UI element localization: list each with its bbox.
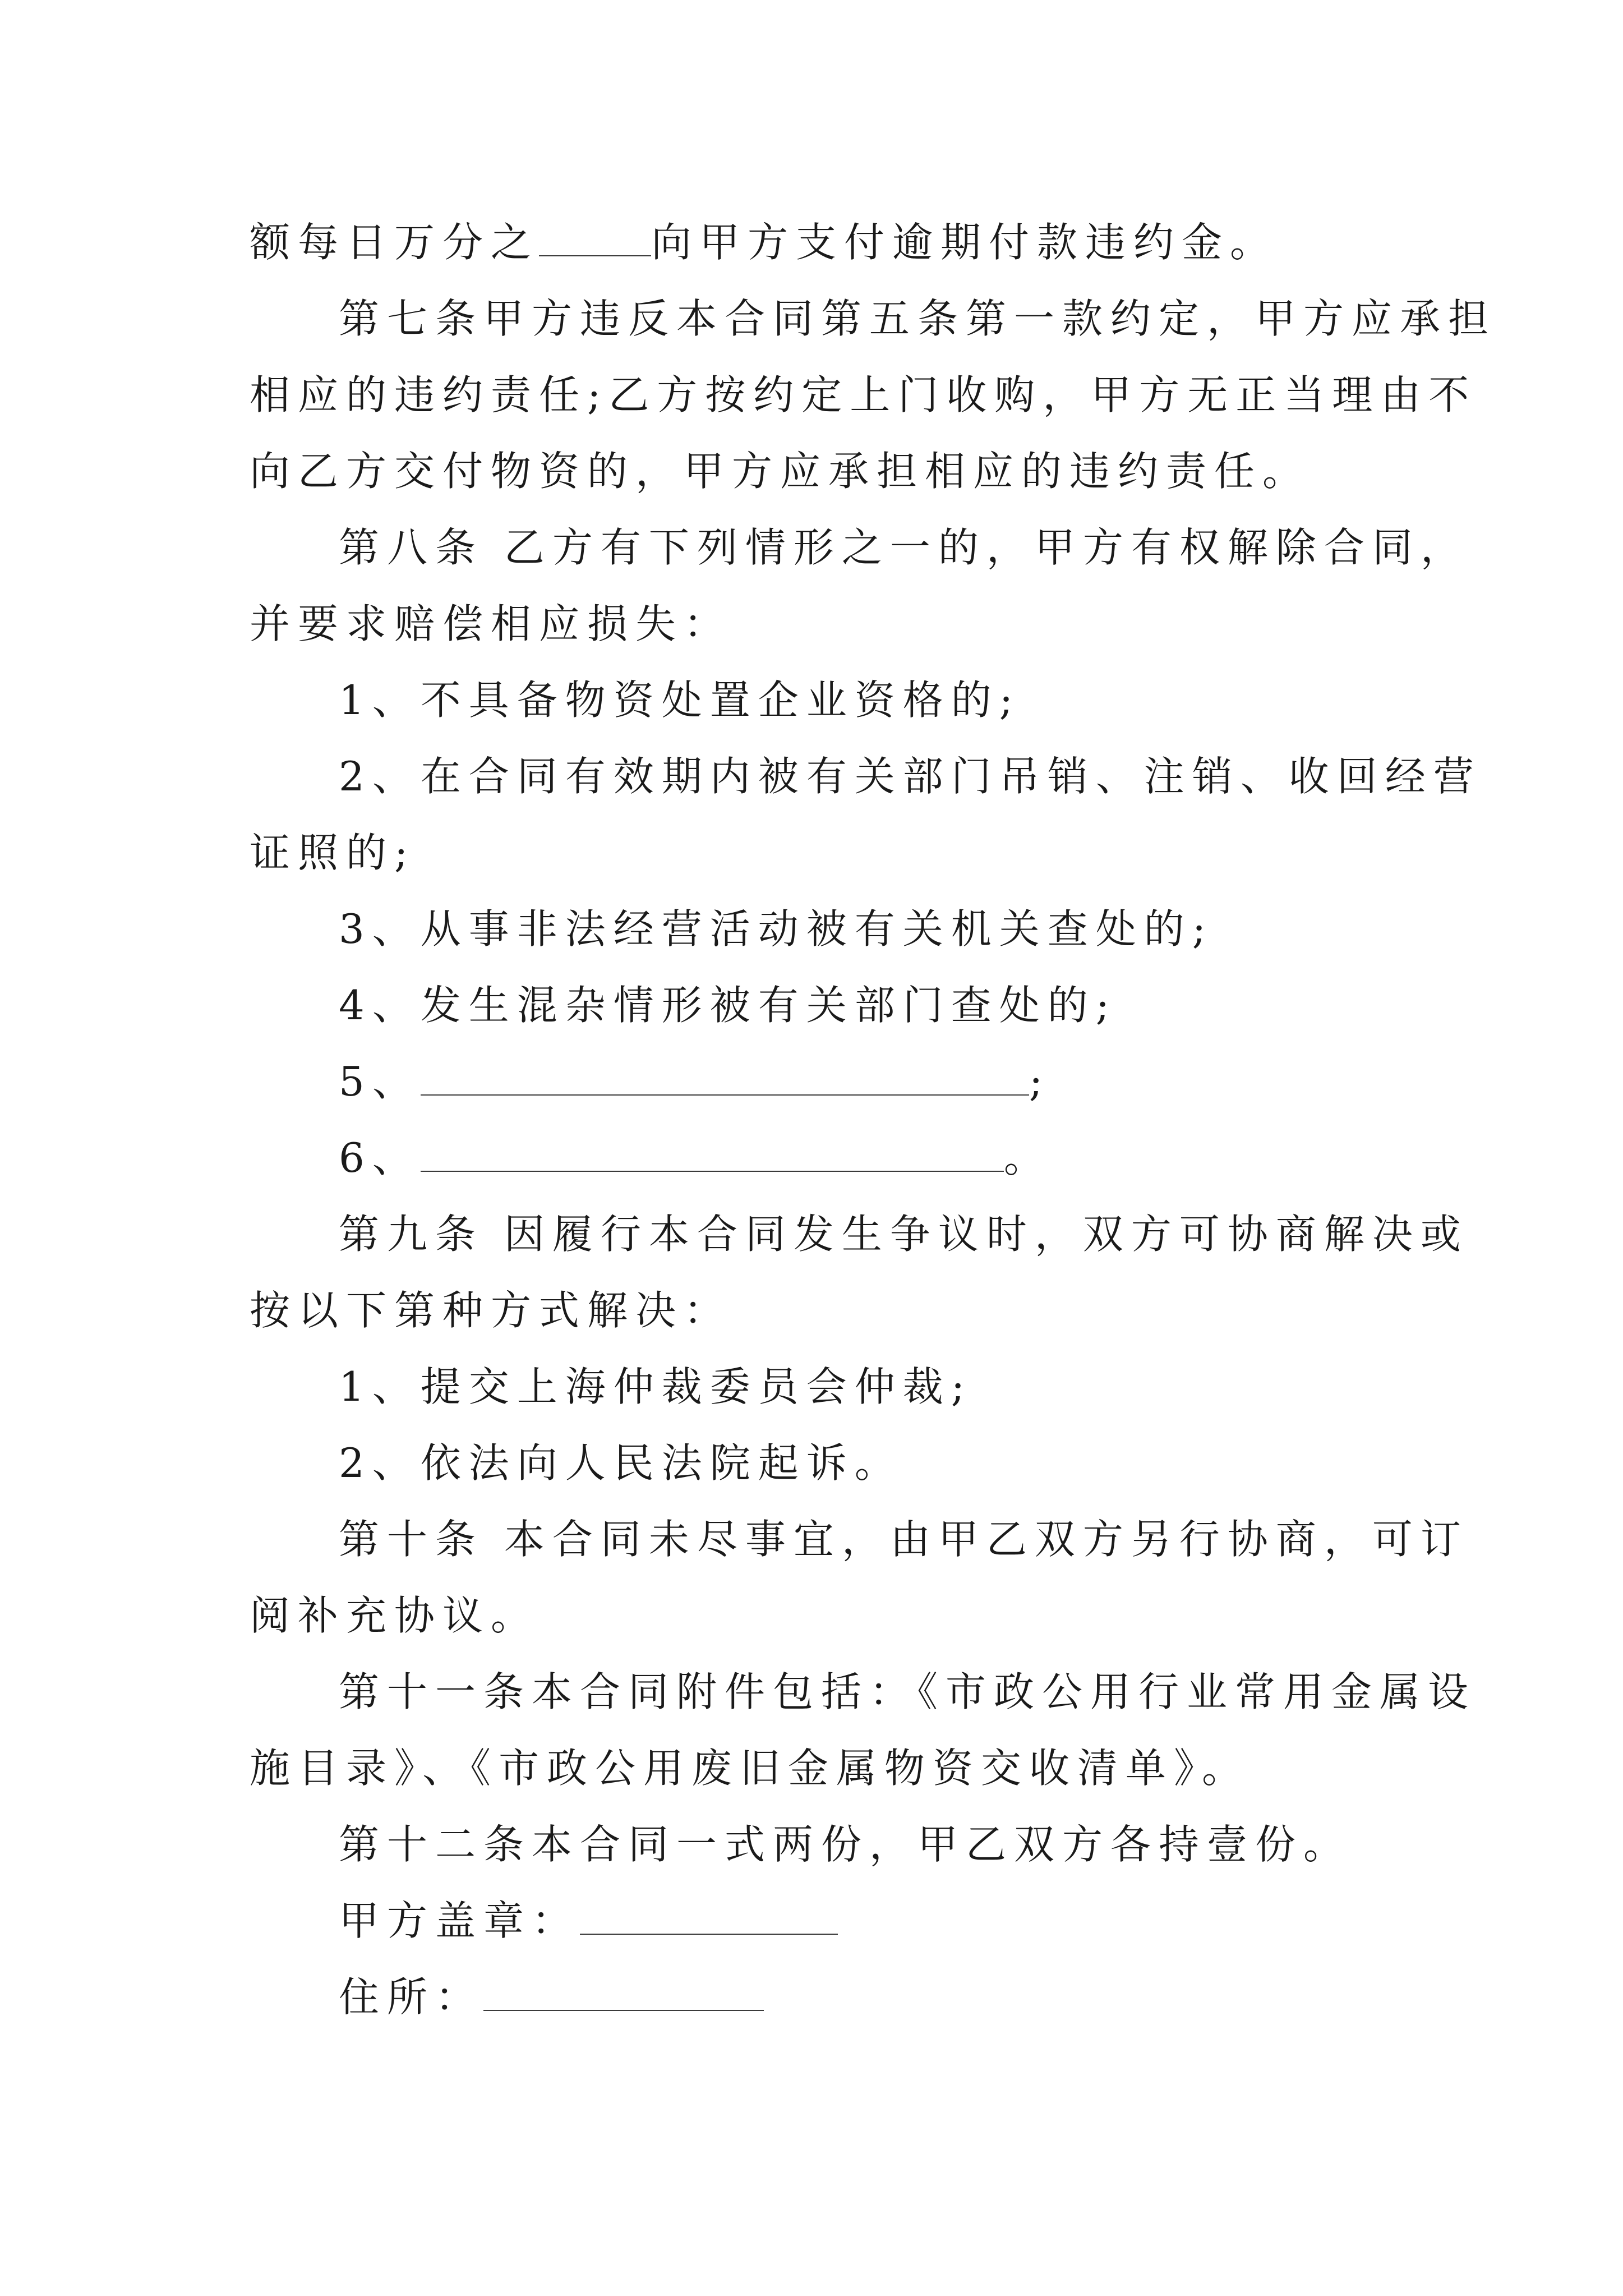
article-8-line-2: 并要求赔偿相应损失：: [250, 600, 732, 647]
article-9-line-1: 第九条 因履行本合同发生争议时，双方可协商解决或: [339, 1211, 1469, 1258]
article-9-item-2: 2、依法向人民法院起诉。: [339, 1439, 903, 1487]
penalty-rate-blank[interactable]: [539, 216, 651, 256]
article-8-item-3: 3、从事非法经营活动被有关机关查处的;: [339, 905, 1214, 953]
article-8-line-1: 第八条 乙方有下列情形之一的，甲方有权解除合同，: [339, 524, 1469, 571]
article-7-line-1: 第七条甲方违反本合同第五条第一款约定，甲方应承担: [339, 295, 1497, 342]
article-8-item-1: 1、不具备物资处置企业资格的;: [339, 677, 1021, 724]
text: ;: [1029, 1058, 1051, 1105]
address-blank[interactable]: [483, 1971, 764, 2011]
article-8-item-6: [339, 1131, 1052, 1185]
article-12-line: 第十二条本合同一式两份，甲乙双方各持壹份。: [339, 1821, 1352, 1868]
article-8-item-4: 4、发生混杂情形被有关部门查处的;: [339, 982, 1118, 1029]
item-number: 6、: [339, 1134, 421, 1181]
party-a-seal-line: [339, 1894, 838, 1948]
article-9-line-2: 按以下第种方式解决：: [250, 1287, 732, 1334]
address-label: 住所：: [339, 1973, 484, 2021]
article-7-line-3: 向乙方交付物资的，甲方应承担相应的违约责任。: [250, 448, 1311, 495]
article-8-item-5: [339, 1055, 1050, 1108]
penalty-clause-line: [250, 215, 1278, 269]
address-line: [339, 1970, 764, 2024]
party-a-seal-label: 甲方盖章：: [339, 1897, 580, 1944]
text: 额每日万分之: [250, 219, 540, 266]
article-11-line-2: 施目录》、《市政公用废旧金属物资交收清单》。: [250, 1745, 1251, 1792]
item-5-blank[interactable]: [421, 1055, 1029, 1096]
party-a-seal-blank[interactable]: [580, 1894, 838, 1935]
article-7-line-2: 相应的违约责任;乙方按约定上门收购，甲方无正当理由不: [250, 371, 1477, 418]
article-9-item-1: 1、提交上海仲裁委员会仲裁;: [339, 1363, 973, 1410]
article-10-line-2: 阅补充协议。: [250, 1592, 540, 1639]
article-11-line-1: 第十一条本合同附件包括：《市政公用行业常用金属设: [339, 1668, 1477, 1715]
article-8-item-2: 2、在合同有效期内被有关部门吊销、注销、收回经营: [339, 753, 1482, 800]
item-number: 5、: [339, 1058, 421, 1105]
text: 向甲方支付逾期付款违约金。: [651, 219, 1279, 266]
text: 。: [1003, 1134, 1052, 1181]
article-8-item-2-cont: 证照的;: [250, 829, 416, 876]
item-6-blank[interactable]: [421, 1131, 1004, 1172]
article-10-line-1: 第十条 本合同未尽事宜，由甲乙双方另行协商，可订: [339, 1516, 1469, 1563]
